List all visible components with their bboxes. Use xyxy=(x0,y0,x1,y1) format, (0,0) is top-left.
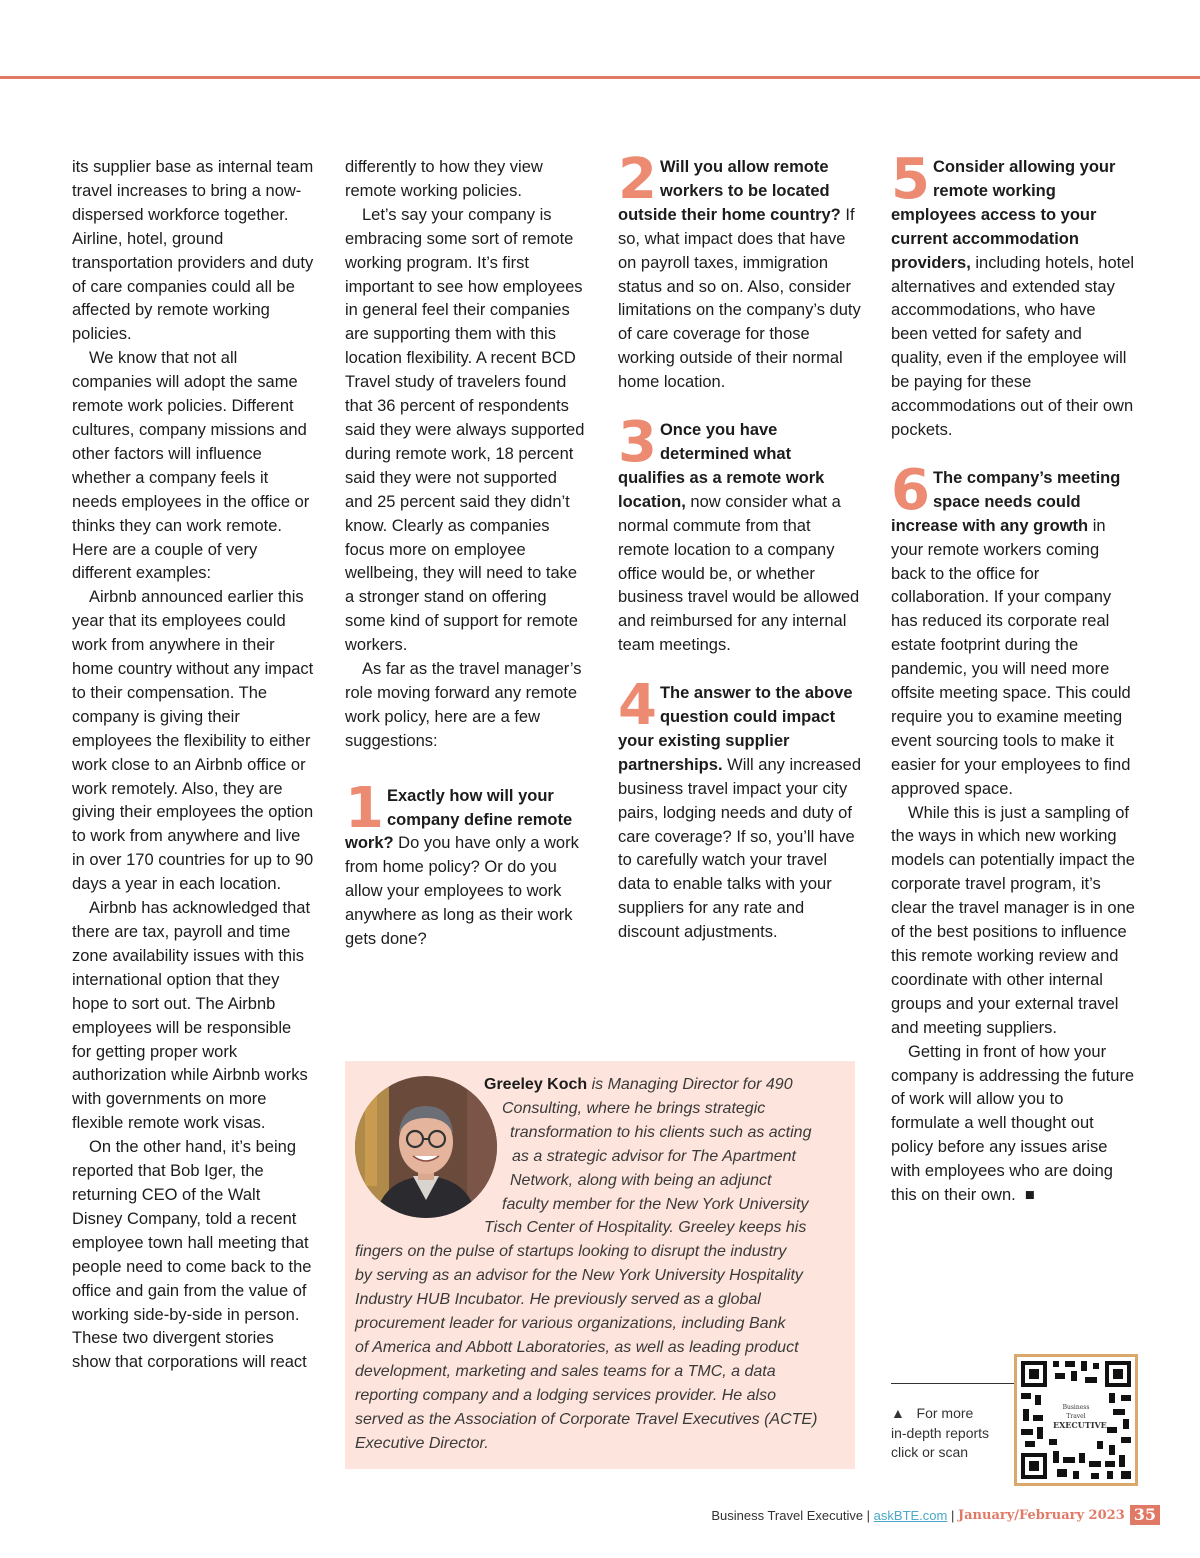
publication-name: Business Travel Executive xyxy=(711,1507,864,1523)
paragraph: Let’s say your company is embracing some sort of remote working program. It’s first important to see how employees in general feel their companies are supporting them with this location flexibility. A recent BCD Travel study of travelers found that 36 percent of respondents said they were always supported during remote work, 18 percent said they were not supported and 25 percent said they didn’t know. Clearly as companies focus more on employee wellbeing, they will need to take a stronger stand on offering some kind of support for remote workers. xyxy=(345,205,585,655)
item-number: 5 xyxy=(891,147,930,212)
item-text: including hotels, hotel alternatives and extended stay accommodations, who have been vetted for safety and quality, even if the employee will be paying for these accommodations out of their own pockets. xyxy=(891,253,1135,439)
caption-line: For more xyxy=(916,1405,974,1421)
qr-logo-line: EXECUTIVE xyxy=(1053,1420,1107,1430)
item-text: in your remote workers coming back to the office for collaboration. If your company has reduced its corporate real estate footprint during the pandemic, you will need more offsite meeting space. This could require you to examine meeting event sourcing tools to make it easier for your employees to find approved space. xyxy=(891,516,1131,798)
bio-line xyxy=(484,1073,843,1097)
footer-line xyxy=(711,1505,1160,1525)
issue-date: January/February 2023 xyxy=(957,1507,1125,1523)
item-number: 6 xyxy=(891,457,930,523)
item-text: Do you have only a work from home policy? Or do you allow your employees to work anywhere as long as their work gets done? xyxy=(345,834,579,949)
item-heading: Exactly how will your company define remote work? xyxy=(345,786,573,853)
end-mark-icon: ■ xyxy=(1024,1186,1035,1205)
paragraph: On the other hand, it’s being reported that Bob Iger, the returning CEO of the Walt Disney Company, told a recent employee town hall meeting that people need to come back to the office and gain from the value of working side-by-side in person. These two divergent stories show that corporations will react xyxy=(72,1138,312,1372)
qr-caption xyxy=(891,1404,1011,1463)
paragraph: We know that not all companies will adopt the same remote work policies. Different cultures, company missions and other factors will influence whether a company feels it needs employees in the office or thinks they can work remote. Here are a couple of very different examples: xyxy=(72,349,310,583)
author-bio-box xyxy=(345,1061,855,1469)
item-text: If so, what impact does that have on payroll taxes, immigration status and so on. Also, consider limitations on the company’s duty of care coverage for those working outside of their normal home location. xyxy=(618,205,861,392)
qr-code-link[interactable] xyxy=(1014,1354,1138,1486)
top-rule xyxy=(0,76,1200,79)
bio-line: procurement leader for various organizations, including Bank xyxy=(355,1315,786,1333)
qr-divider xyxy=(891,1383,1016,1384)
suggestion-1 xyxy=(345,775,585,952)
item-heading: The answer to the above question could impact your existing supplier partnerships. xyxy=(618,684,853,774)
separator: | xyxy=(947,1507,958,1523)
column-2 xyxy=(345,156,585,976)
paragraph: Airbnb has acknowledged that there are tax, payroll and time zone availability issues with this international option that they hope to sort out. The Airbnb employees will be responsible for getting proper work authorization while Airbnb works with governments on more flexible remote work visas. xyxy=(72,899,311,1133)
author-bio-text xyxy=(355,1073,843,1456)
item-heading: Will you allow remote workers to be located outside their home country? xyxy=(618,158,841,224)
paragraph: As far as the travel manager’s role moving forward any remote work policy, here are a few suggestions: xyxy=(345,660,582,750)
paragraph: While this is just a sampling of the ways in which new working models can potentially impact the corporate travel program, it’s clear the travel manager is in one of the best positions to influence this remote working review and coordinate with other internal groups and your external travel and meeting suppliers. xyxy=(891,803,1135,1037)
bio-line: development, marketing and sales teams for a TMC, a data xyxy=(355,1362,776,1380)
qr-logo xyxy=(1053,1403,1107,1430)
bio-line: faculty member for the New York University xyxy=(502,1195,809,1213)
suggestion-3 xyxy=(618,410,862,658)
item-number: 4 xyxy=(618,673,657,739)
bio-line: Industry HUB Incubator. He previously served as a global xyxy=(355,1291,761,1309)
item-number: 2 xyxy=(618,147,657,212)
item-text: Will any increased business travel impact your city pairs, lodging needs and duty of care coverage? If so, you’ll have to carefully watch your travel data to enable talks with your suppliers for any rate and discount adjustments. xyxy=(618,755,862,942)
suggestion-4 xyxy=(618,673,862,945)
qr-logo-line: Business Travel xyxy=(1062,1404,1090,1420)
paragraph-text: Getting in front of how your company is addressing the future of work will allow you to formulate a well thought out policy before any issues arise with employees who are doing this on their own. xyxy=(891,1042,1135,1205)
separator: | xyxy=(863,1507,874,1523)
suggestion-6 xyxy=(891,457,1135,802)
suggestion-5 xyxy=(891,147,1135,443)
column-4 xyxy=(891,147,1135,1208)
page-footer xyxy=(600,1505,1160,1525)
caption-line: click or scan xyxy=(891,1444,969,1460)
bio-line: served as the Association of Corporate Travel Executives (ACTE) xyxy=(355,1410,818,1428)
bio-line: reporting company and a lodging services provider. He also xyxy=(355,1386,776,1404)
item-heading: Once you have determined what qualifies as a remote work location, xyxy=(618,421,825,511)
item-heading: The company’s meeting space needs could increase with any growth xyxy=(891,468,1121,535)
bio-line: as a strategic advisor for The Apartment xyxy=(512,1147,796,1165)
bio-line: Tisch Center of Hospitality. Greeley keeps his xyxy=(484,1219,807,1237)
item-heading: Consider allowing your remote working employees access to your current accommodation providers, xyxy=(891,158,1116,272)
item-text: now consider what a normal commute from that remote location to a company office would be, or whether business travel would be allowed and reimbursed for any internal team meetings. xyxy=(618,492,860,655)
bio-line-text: is Managing Director for 490 xyxy=(587,1076,793,1093)
paragraph: differently to how they view remote working policies. xyxy=(345,158,543,200)
bio-line: of America and Abbott Laboratories, as well as leading product xyxy=(355,1338,799,1356)
website-link[interactable]: askBTE.com xyxy=(873,1507,948,1523)
column-3 xyxy=(618,147,862,969)
bio-line: Consulting, where he brings strategic xyxy=(502,1099,766,1117)
bio-line: Network, along with being an adjunct xyxy=(510,1171,772,1189)
bio-line: fingers on the pulse of startups looking to disrupt the industry xyxy=(355,1243,787,1261)
bio-line: Executive Director. xyxy=(355,1434,489,1452)
arrow-up-icon: ▲ xyxy=(891,1405,905,1421)
paragraph xyxy=(891,1041,1135,1208)
paragraph: Airbnb announced earlier this year that its employees could work from anywhere in their home country without any impact to their compensation. The company is giving their employees the flexibility to either work close to an Airbnb office or work remotely. Also, they are giving their employees the option to work from anywhere and live in over 170 countries for up to 90 days a year in each location. xyxy=(72,588,314,894)
column-1 xyxy=(72,156,314,1375)
item-number: 1 xyxy=(345,775,384,841)
paragraph: its supplier base as internal team travel increases to bring a now-dispersed workforce together. Airline, hotel, ground transportation providers and duty of care companies could all be affected by remote working policies. xyxy=(72,158,314,344)
caption-line: in-depth reports xyxy=(891,1424,990,1441)
bio-line: by serving as an advisor for the New York University Hospitality xyxy=(355,1267,803,1285)
item-number: 3 xyxy=(618,410,657,476)
suggestion-2 xyxy=(618,147,862,395)
author-name: Greeley Koch xyxy=(484,1076,588,1093)
page-number: 35 xyxy=(1130,1505,1160,1525)
bio-line: transformation to his clients such as acting xyxy=(510,1123,812,1141)
